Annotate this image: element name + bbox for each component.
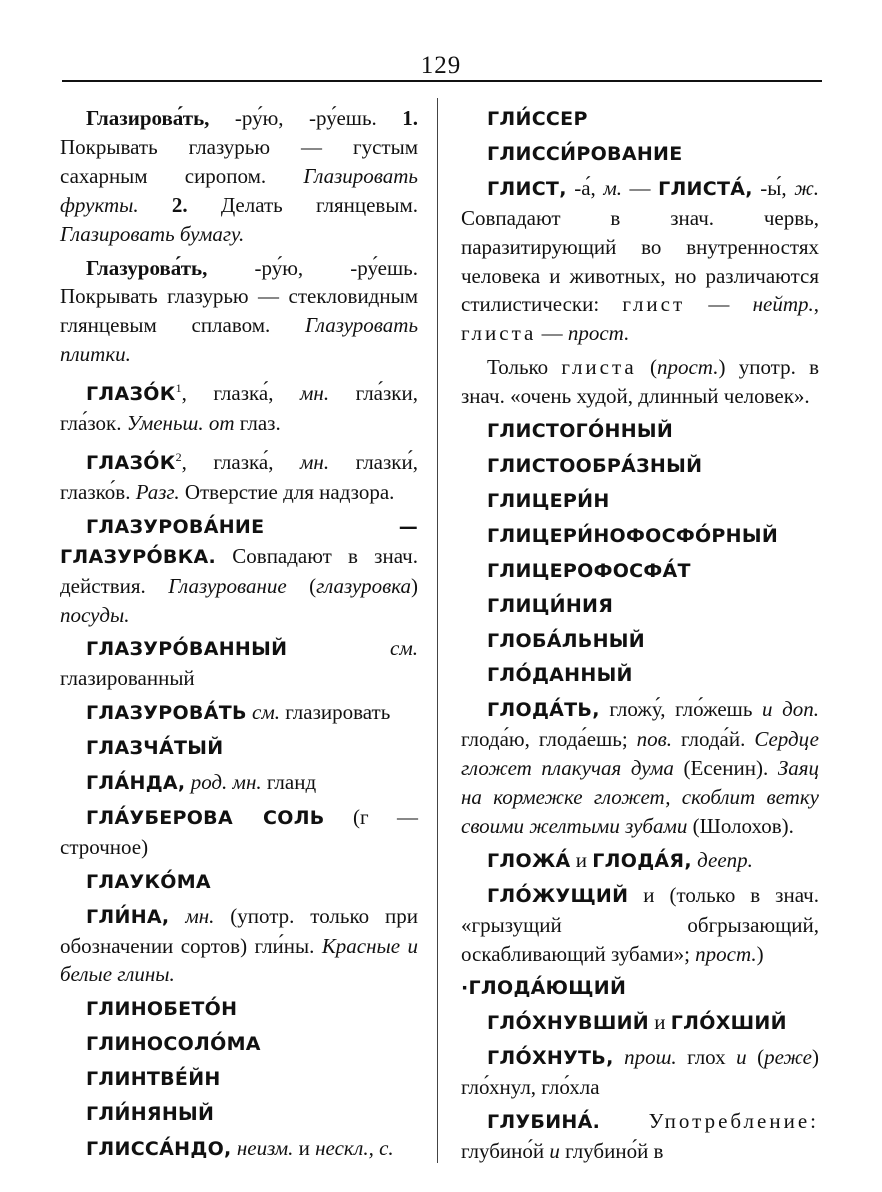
entry-globalnyy [461, 626, 819, 656]
page-number: 129 [420, 52, 462, 79]
entry-glina [60, 902, 418, 990]
entry-text: ( [636, 355, 657, 380]
entry-text: Отверстие для надзора. [179, 479, 395, 504]
entry-text: и [293, 1136, 316, 1160]
entry-text: , глазка́, [181, 381, 301, 406]
entry-text: — [622, 175, 659, 200]
headword: ГЛА́НДА, [86, 772, 186, 795]
italic-text: Глазировать фрукты. [60, 163, 418, 217]
entry-text [614, 1045, 624, 1069]
italic-text: мн. [185, 903, 215, 928]
entry-glozha [461, 846, 819, 876]
entry-text: глиста [561, 355, 637, 380]
entry-text: глазированный [60, 666, 195, 691]
italic-text: нейтр. [752, 292, 814, 317]
headword: ГЛИССИ́РОВАНИЕ [487, 142, 683, 165]
entry-text: глист [622, 292, 686, 317]
entry-text: Покрывать глазурью — густым сахарным сиропом. [60, 134, 418, 188]
italic-text: род. мн. [190, 770, 262, 795]
headword: ГЛАЗО́К [86, 383, 176, 406]
entry-text: (Шолохов). [687, 813, 794, 838]
italic-text: прост. [567, 321, 630, 346]
italic-text: Разг. [135, 479, 180, 504]
headword: ГЛИСТОГО́ННЫЙ [487, 420, 674, 443]
entry-text [169, 904, 185, 928]
entry-text: Совпадают в знач. червь, паразитирующий во внутренностях человека и животных, но различаются стилистически: [461, 205, 819, 317]
italic-text: Глазурование [168, 573, 287, 598]
headword: ГЛАЗУРО́ВАННЫЙ [86, 638, 288, 661]
headword: ГЛОДА́Я, [592, 849, 692, 872]
entry-glazchatyy [60, 733, 418, 763]
entry-text: , глазка́, [181, 449, 301, 474]
italic-text: и [736, 1045, 747, 1070]
headword: ГЛИЦЕРИ́НОФОСФО́РНЫЙ [487, 524, 779, 547]
entry-glitserofosfat [461, 556, 819, 586]
entry-text [139, 193, 172, 217]
headword: ГЛИСТООБРА́ЗНЫЙ [487, 454, 703, 477]
headword: ГЛОБА́ЛЬНЫЙ [487, 629, 645, 652]
italic-text: пов. [636, 727, 672, 752]
header-rule [62, 80, 822, 82]
italic-text: прост. [695, 941, 757, 966]
entry-glista-note [461, 353, 819, 411]
italic-text: см. [252, 700, 280, 725]
italic-text: и [549, 1139, 560, 1163]
right-column [461, 104, 819, 1171]
column-divider [437, 98, 438, 1163]
entry-text: Употребление: [648, 1109, 819, 1134]
entry-text: ) [411, 573, 418, 598]
entry-text: Только [487, 355, 562, 380]
headword: ·ГЛОДА́ЮЩИЙ [461, 977, 627, 1000]
entry-glubina [461, 1107, 819, 1166]
entry-glazurovat-2 [60, 698, 418, 728]
entry-text: 1 [175, 381, 182, 396]
entry-glitserinofosfornyy [461, 521, 819, 551]
headword: ГЛИНТВЕ́ЙН [86, 1068, 221, 1091]
entry-text: -ру́ю, -ру́ешь. [209, 106, 403, 130]
entry-glazok-1 [60, 374, 418, 438]
entry-text: ( [746, 1045, 765, 1070]
italic-text: Сердце гложет плакучая дума [461, 727, 819, 781]
italic-text: Глазировать бумагу. [60, 221, 245, 246]
italic-text: прост. [656, 355, 719, 380]
italic-text: мн. [300, 449, 330, 474]
entry-text: глода́й. [671, 727, 755, 752]
headword: ГЛИЦЕРИ́Н [487, 489, 610, 512]
entry-text: (употр. только при обозначении сортов) гли́ны. [60, 903, 418, 958]
italic-text: Красные и белые глины. [60, 933, 418, 987]
entry-text: и (только в знач. «грызущий обгрызающий, оскабливающий зубами»; [461, 882, 819, 966]
headword: ГЛО́ХНУВШИЙ [487, 1012, 649, 1035]
entry-text: -а́, [566, 175, 604, 200]
entry-glokhnuvshiy [461, 1008, 819, 1038]
entry-glitserin [461, 486, 819, 516]
headword: ГЛИЦЕРОФОСФА́Т [487, 559, 691, 582]
headword: ГЛИССА́НДО, [86, 1138, 232, 1160]
entry-text: — [536, 321, 568, 346]
headword: ГЛАЗУРОВА́ТЬ [86, 702, 247, 725]
entry-glist [461, 174, 819, 348]
entry-glokhnut [461, 1043, 819, 1102]
italic-text: и доп. [762, 697, 819, 722]
italic-text: глазуровка [316, 573, 411, 598]
headword: ГЛИ́НА, [86, 905, 170, 928]
headword: ГЛАЗЧА́ТЫЙ [86, 737, 224, 760]
headword: ГЛИЦИ́НИЯ [487, 594, 614, 617]
entry-glazok-2 [60, 443, 418, 507]
headword: ГЛИНОБЕТО́Н [86, 998, 238, 1021]
entry-text: гложу́, гло́жешь [599, 697, 763, 722]
headword: ГЛО́ХНУТЬ, [487, 1047, 614, 1070]
italic-text: нескл., с. [315, 1136, 394, 1160]
entry-text: — [685, 292, 753, 317]
italic-text: прош. [624, 1045, 677, 1070]
entry-text: глубино́й в [559, 1139, 664, 1163]
entry-text: и [649, 1010, 671, 1035]
entry-glauberova [60, 803, 418, 862]
entry-glazurovannyy [60, 634, 418, 693]
headword: ГЛАУКО́МА [86, 870, 211, 893]
headword: ГЛО́ЖУЩИЙ [487, 884, 629, 907]
entry-glazurovanie [60, 512, 418, 630]
headword: ГЛИСТ, [487, 177, 567, 200]
entry-text: Глазурова́ть, [86, 255, 208, 280]
entry-text: 2 [175, 449, 182, 464]
entry-text: 1. [402, 106, 418, 130]
entry-text: глубино́й [461, 1139, 550, 1163]
italic-text: реже [764, 1045, 812, 1070]
entry-glazurovat-1 [60, 254, 418, 370]
entry-glinobeton [60, 994, 418, 1024]
entry-glinosoloma [60, 1029, 418, 1059]
entry-text: и [570, 847, 593, 872]
entry-glanda [60, 768, 418, 798]
headword: ГЛОЖА́ [487, 849, 571, 872]
entry-text: ) гло́хнул, гло́хла [461, 1045, 819, 1100]
entry-glissando [60, 1134, 418, 1164]
entry-text: глода́ю, глода́ешь; [461, 727, 637, 752]
italic-text: Уменьш. от [126, 411, 235, 436]
headword: ГЛОДА́ТЬ, [487, 699, 600, 722]
entry-glodayushchiy [461, 973, 819, 1003]
italic-text: мн. [300, 381, 330, 406]
entry-glodat [461, 695, 819, 841]
entry-text: глазировать [279, 700, 391, 725]
headword: ГЛИ́НЯНЫЙ [86, 1103, 215, 1126]
headword: ГЛИСТА́, [658, 177, 753, 200]
entry-text: ) употр. в знач. «очень худой, длинный человек». [461, 355, 819, 409]
headword: ГЛИНОСОЛО́МА [86, 1033, 261, 1056]
entry-text: глазки́, глазко́в. [60, 449, 418, 504]
italic-text: Заяц на кормежке гложет, скоблит ветку своими желтыми зубами [461, 756, 819, 838]
left-column [60, 104, 418, 1169]
entry-text: глаз. [234, 411, 281, 436]
entry-text: Глазирова́ть, [86, 106, 210, 130]
headword: ГЛА́УБЕРОВА СОЛЬ [86, 806, 325, 829]
entry-glitsiniya [461, 591, 819, 621]
italic-text: деепр. [697, 847, 753, 872]
entry-glodannyy [461, 660, 819, 690]
entry-text: -ы́, [752, 175, 795, 200]
entry-glistogonnyy [461, 416, 819, 446]
entry-text: (Есенин). [673, 756, 778, 781]
italic-text: ж. [794, 175, 819, 200]
entry-text: -ру́ю, -ру́ешь. Покрывать глазурью — стекловидным глянцевым сплавом. [60, 255, 418, 338]
entry-text: глох [676, 1045, 737, 1070]
entry-text: ) [756, 941, 764, 966]
headword: ГЛАЗУРОВА́НИЕ — ГЛАЗУРО́ВКА. [60, 515, 418, 568]
italic-text: Глазуровать плитки. [60, 313, 418, 367]
entry-text: глиста [461, 321, 537, 346]
entry-text: , [813, 292, 819, 317]
entry-glinyanyy [60, 1099, 418, 1129]
italic-text: см. [390, 636, 418, 661]
entry-text: Совпадают в знач. действия. [60, 543, 418, 598]
entry-text: (г — строчное) [60, 804, 418, 859]
entry-text: 2. [171, 192, 188, 217]
entry-glistoobraznyy [461, 451, 819, 481]
entry-text [600, 1109, 649, 1133]
entry-text [287, 636, 390, 660]
italic-text: посуды. [60, 602, 130, 627]
italic-text: м. [603, 175, 622, 200]
entry-text: гланд [261, 770, 317, 795]
entry-glisser [461, 104, 819, 134]
entry-text: гла́зки, гла́зок. [60, 381, 418, 436]
entry-text: ( [286, 573, 317, 598]
headword: ГЛУБИНА́. [487, 1111, 601, 1134]
headword: ГЛО́ХШИЙ [670, 1012, 787, 1035]
headword: ГЛО́ДАННЫЙ [487, 664, 633, 687]
entry-glozhushchiy [461, 881, 819, 969]
headword: ГЛАЗО́К [86, 451, 176, 474]
headword: ГЛИ́ССЕР [487, 108, 588, 130]
entry-glaukoma [60, 867, 418, 897]
entry-glissirovanie [461, 139, 819, 169]
italic-text: неизм. [236, 1136, 294, 1160]
entry-text: Делать глянцевым. [187, 192, 418, 217]
entry-glintveyn [60, 1064, 418, 1094]
entry-glazirovat [60, 104, 418, 249]
